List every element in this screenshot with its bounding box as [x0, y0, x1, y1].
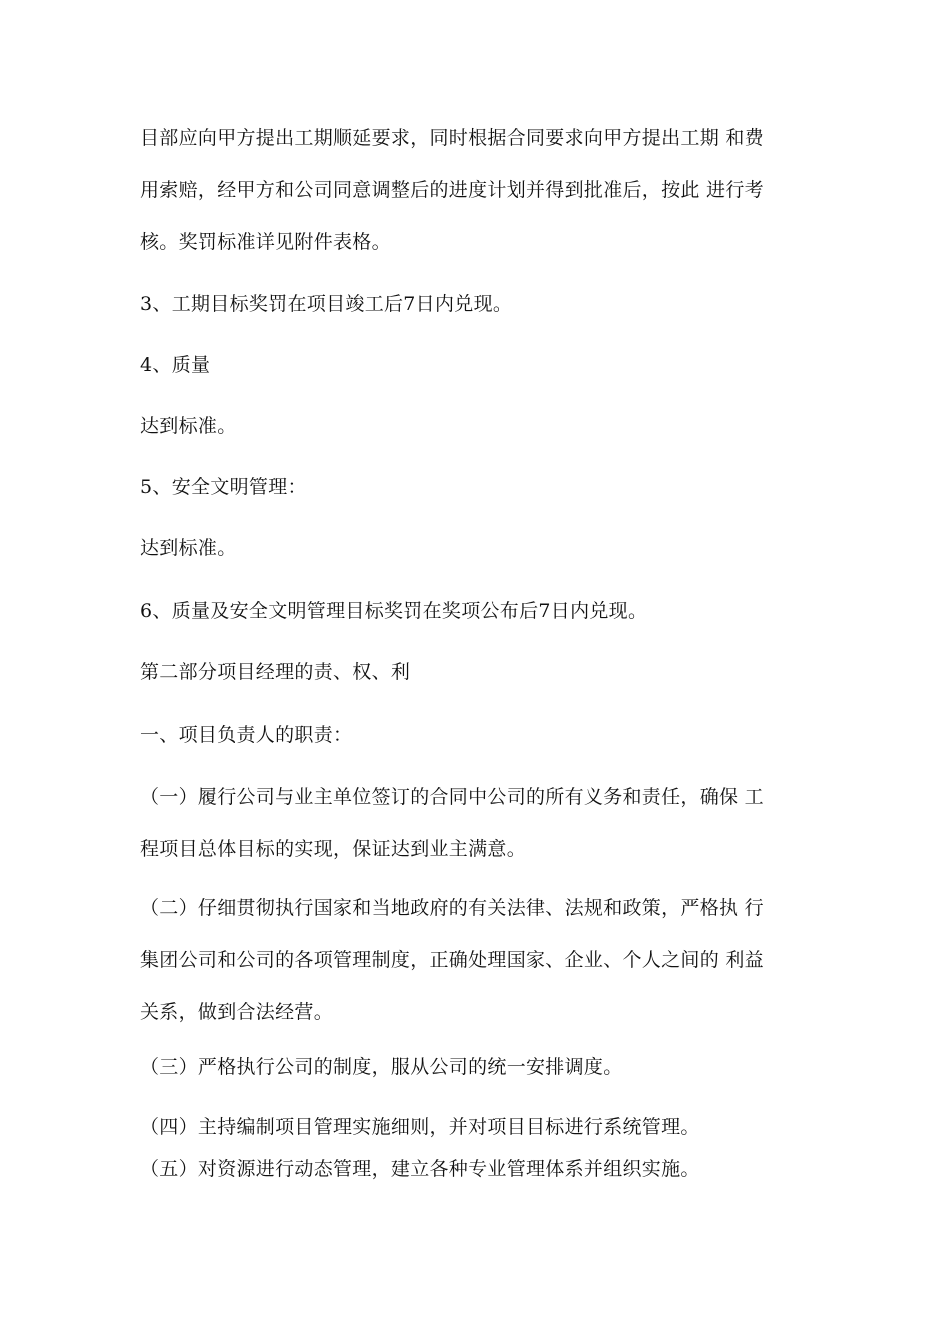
text-line: 用索赔，经甲方和公司同意调整后的进度计划并得到批准后，按此 进行考 — [140, 179, 764, 201]
text-line: 3、工期目标奖罚在项目竣工后7日内兑现。 — [140, 293, 513, 315]
text-line: 一、项目负责人的职责： — [140, 724, 353, 746]
paragraph-duty-5 — [140, 1143, 830, 1195]
paragraph-item-4-body — [140, 400, 830, 452]
text-line: 集团公司和公司的各项管理制度，正确处理国家、企业、个人之间的 利益 — [140, 949, 764, 971]
text-line: （四）主持编制项目管理实施细则，并对项目目标进行系统管理。 — [140, 1116, 700, 1138]
text-line: 6、质量及安全文明管理目标奖罚在奖项公布后7日内兑现。 — [140, 600, 648, 622]
text-line: 程项目总体目标的实现，保证达到业主满意。 — [140, 838, 527, 860]
paragraph-item-6 — [140, 585, 830, 637]
text-line: 达到标准。 — [140, 415, 237, 437]
text-line: 目部应向甲方提出工期顺延要求，同时根据合同要求向甲方提出工期 和费 — [140, 127, 764, 149]
paragraph-item-5 — [140, 461, 830, 513]
text-line: （二）仔细贯彻执行国家和当地政府的有关法律、法规和政策，严格执 行 — [140, 897, 764, 919]
text-line: （一）履行公司与业主单位签订的合同中公司的所有义务和责任，确保 工 — [140, 786, 764, 808]
paragraph-duty-1 — [140, 771, 830, 875]
paragraph-duty-2 — [140, 882, 830, 1038]
text-line: 关系，做到合法经营。 — [140, 1001, 334, 1023]
text-line: 5、安全文明管理： — [140, 476, 307, 498]
text-line: 4、质量 — [140, 354, 211, 376]
text-line: 第二部分项目经理的责、权、利 — [140, 661, 411, 683]
text-line: 达到标准。 — [140, 537, 237, 559]
paragraph-part-two-heading — [140, 646, 830, 698]
paragraph-item-3 — [140, 278, 830, 330]
paragraph-duty-3 — [140, 1041, 830, 1093]
paragraph-continuation — [140, 112, 830, 268]
paragraph-item-4 — [140, 339, 830, 391]
text-line: （五）对资源进行动态管理，建立各种专业管理体系并组织实施。 — [140, 1158, 700, 1180]
text-line: 核。奖罚标准详见附件表格。 — [140, 231, 391, 253]
text-line: （三）严格执行公司的制度，服从公司的统一安排调度。 — [140, 1056, 623, 1078]
paragraph-section-one-heading — [140, 709, 830, 761]
paragraph-item-5-body — [140, 522, 830, 574]
